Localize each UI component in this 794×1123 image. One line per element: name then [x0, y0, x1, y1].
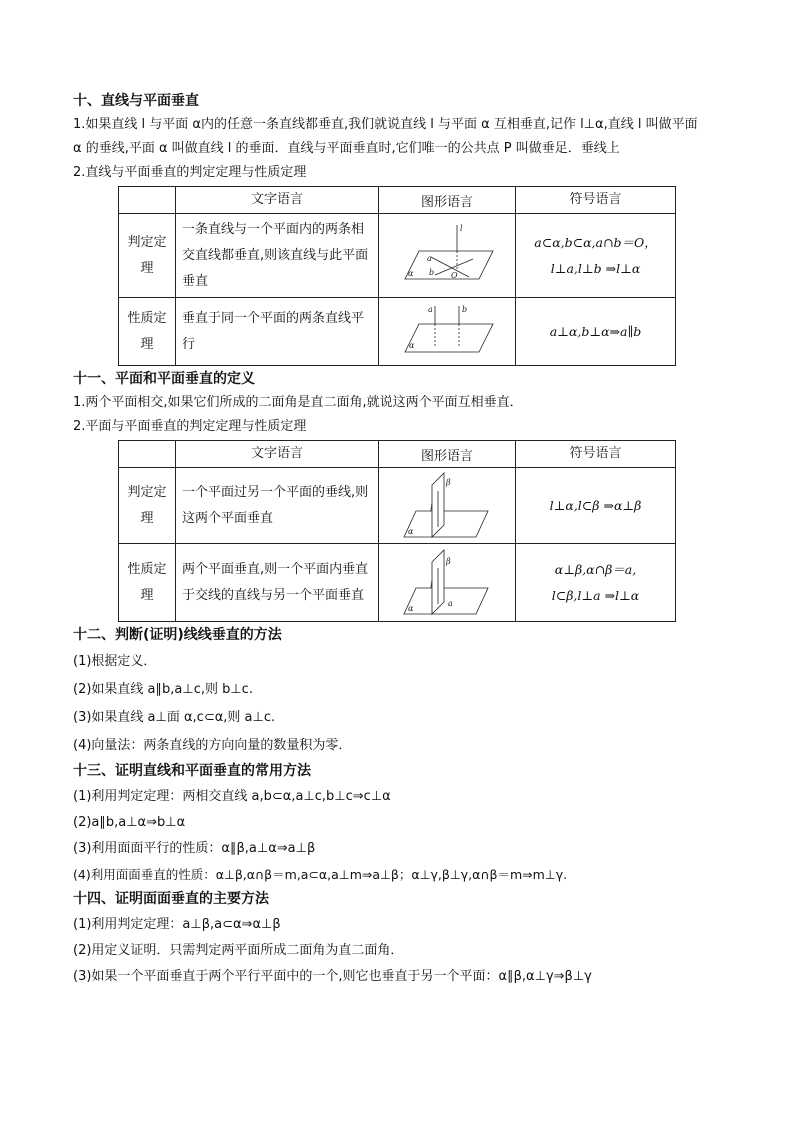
section-10-para-1a: 1.如果直线 l 与平面 α内的任意一条直线都垂直,我们就说直线 l 与平面 α 互相垂直,记作 l⊥α,直线 l 叫做平面 — [73, 117, 698, 132]
section-10-para-1b: α 的垂线,平面 α 叫做直线 l 的垂面．直线与平面垂直时,它们唯一的公共点 P 叫做垂足．垂线上 — [73, 141, 620, 156]
table-header-row — [119, 187, 676, 214]
row-figure — [379, 468, 516, 544]
plane-alpha — [404, 511, 488, 537]
header-text-language: 文字语言 — [176, 187, 379, 214]
label-a: a — [427, 253, 432, 263]
label-a: a — [448, 598, 453, 608]
row-text: 一个平面过另一个平面的垂线,则这两个平面垂直 — [176, 468, 379, 544]
header-empty — [119, 187, 176, 214]
table-header-row — [119, 441, 676, 468]
row-category: 判定定理 — [119, 214, 176, 298]
row-text: 垂直于同一个平面的两条直线平行 — [176, 298, 379, 366]
plane-plane-criterion-figure — [402, 471, 492, 541]
header-empty — [119, 441, 176, 468]
section-11-para-2: 2.平面与平面垂直的判定定理与性质定理 — [73, 419, 307, 434]
section-13-item: (2)a∥b,a⊥α⇒b⊥α — [73, 815, 186, 830]
section-12-item: (1)根据定义． — [73, 654, 157, 669]
row-figure — [379, 298, 516, 366]
label-b: b — [462, 304, 468, 314]
section-13-item: (1)利用判定定理：两相交直线 a,b⊂α,a⊥c,b⊥c⇒c⊥α — [73, 789, 391, 804]
label-l: l — [460, 223, 463, 233]
section-13-item: (4)利用面面垂直的性质：α⊥β,α∩β＝m,a⊂α,a⊥m⇒a⊥β；α⊥γ,β⊥γ,α∩β＝m⇒m⊥γ. — [73, 867, 568, 882]
label-alpha: α — [408, 526, 414, 536]
document-page — [73, 90, 723, 990]
section-14-title: 十四、证明面面垂直的主要方法 — [73, 891, 269, 907]
line-plane-criterion-figure — [397, 221, 497, 291]
row-symbol — [516, 214, 676, 298]
line-plane-perpendicular-table — [118, 186, 676, 366]
section-14-item: (1)利用判定定理：a⊥β,a⊂α⇒α⊥β — [73, 917, 281, 932]
table-row-property — [119, 298, 676, 366]
plane-alpha — [404, 588, 488, 614]
row-symbol — [516, 544, 676, 622]
label-l: l — [430, 503, 433, 513]
plane-alpha — [405, 251, 493, 279]
table-row-criterion — [119, 214, 676, 298]
row-symbol — [516, 468, 676, 544]
label-alpha: α — [408, 268, 414, 278]
header-figure-language: 图形语言 — [379, 441, 516, 468]
row-symbol — [516, 298, 676, 366]
header-symbol-language: 符号语言 — [516, 187, 676, 214]
symbol-line: a⊥α,b⊥α⇒a∥b — [549, 323, 642, 339]
row-figure — [379, 214, 516, 298]
header-text-language: 文字语言 — [176, 441, 379, 468]
section-10-title: 十、直线与平面垂直 — [73, 93, 199, 109]
section-11-title: 十一、平面和平面垂直的定义 — [73, 371, 255, 387]
section-13-title: 十三、证明直线和平面垂直的常用方法 — [73, 763, 311, 779]
label-alpha: α — [408, 603, 414, 613]
label-beta: β — [446, 477, 451, 487]
section-12-item: (3)如果直线 a⊥面 α,c⊂α,则 a⊥c. — [73, 710, 276, 725]
plane-plane-perpendicular-table — [118, 440, 676, 622]
row-category: 性质定理 — [119, 298, 176, 366]
label-a: a — [428, 304, 433, 314]
symbol-line-1: a⊂α,b⊂α,a∩b＝O， — [534, 234, 657, 250]
label-b: b — [429, 267, 435, 277]
label-alpha: α — [409, 340, 415, 350]
row-category: 性质定理 — [119, 544, 176, 622]
symbol-line-2: l⊂β,l⊥a ⇒l⊥α — [551, 587, 640, 603]
header-symbol-language: 符号语言 — [516, 441, 676, 468]
section-12-item: (2)如果直线 a∥b,a⊥c,则 b⊥c. — [73, 682, 253, 697]
section-12-title: 十二、判断(证明)线线垂直的方法 — [73, 627, 282, 643]
label-l: l — [430, 580, 433, 590]
table-row-property — [119, 544, 676, 622]
section-10-para-2: 2.直线与平面垂直的判定定理与性质定理 — [73, 165, 307, 180]
plane-plane-property-figure — [402, 548, 492, 618]
row-figure — [379, 544, 516, 622]
symbol-line-1: α⊥β,α∩β＝a, — [554, 561, 637, 577]
section-14-item: (3)如果一个平面垂直于两个平行平面中的一个,则它也垂直于另一个平面：α∥β,α⊥γ⇒β⊥γ — [73, 969, 592, 984]
section-12-item: (4)向量法：两条直线的方向向量的数量积为零． — [73, 738, 352, 753]
plane-alpha — [405, 324, 493, 352]
label-O: O — [451, 270, 458, 280]
row-category: 判定定理 — [119, 468, 176, 544]
section-14-item: (2)用定义证明．只需判定两平面所成二面角为直二面角． — [73, 943, 404, 958]
row-text: 一条直线与一个平面内的两条相交直线都垂直,则该直线与此平面垂直 — [176, 214, 379, 298]
row-text: 两个平面垂直,则一个平面内垂直于交线的直线与另一个平面垂直 — [176, 544, 379, 622]
line-plane-property-figure — [397, 302, 497, 362]
symbol-line-2: l⊥a,l⊥b ⇒l⊥α — [550, 260, 641, 276]
section-13-item: (3)利用面面平行的性质：α∥β,a⊥α⇒a⊥β — [73, 841, 316, 856]
header-figure-language: 图形语言 — [379, 187, 516, 214]
symbol-line: l⊥α,l⊂β ⇒α⊥β — [549, 497, 642, 513]
label-beta: β — [446, 556, 451, 566]
section-11-para-1: 1.两个平面相交,如果它们所成的二面角是直二面角,就说这两个平面互相垂直． — [73, 395, 523, 410]
table-row-criterion — [119, 468, 676, 544]
